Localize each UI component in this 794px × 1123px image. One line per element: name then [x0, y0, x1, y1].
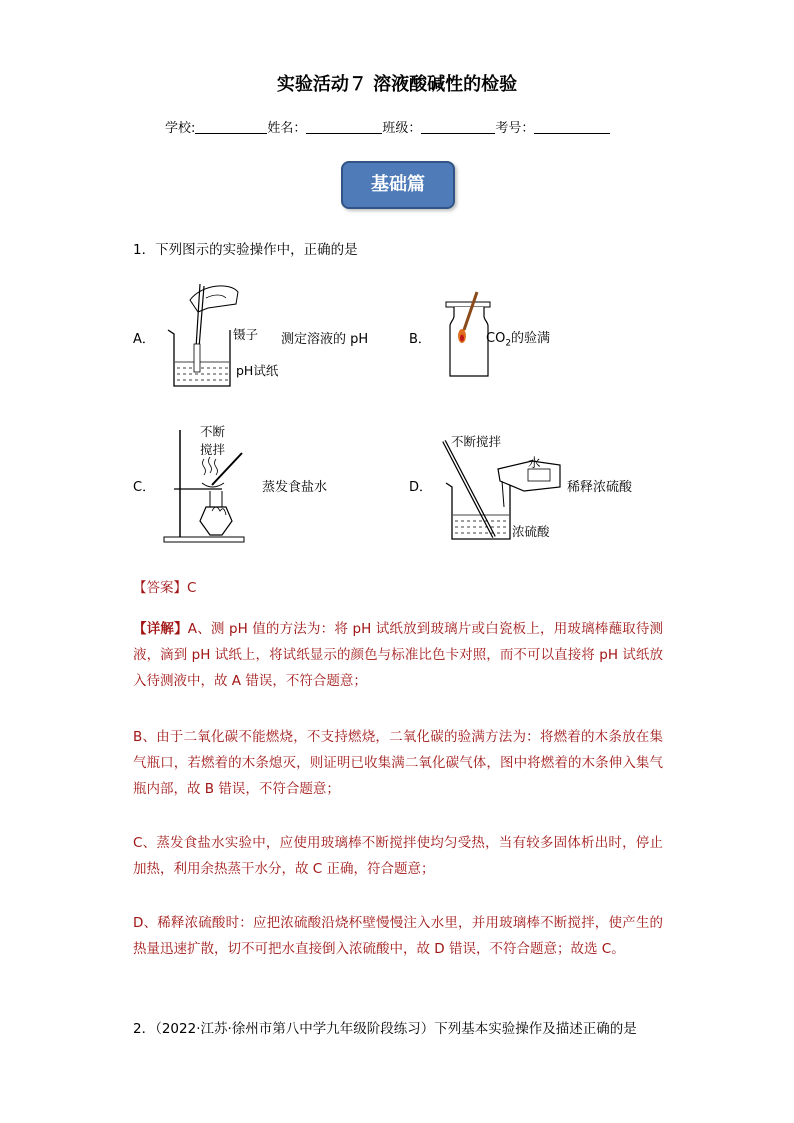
explanation-a: 【详解】A、测 pH 值的方法为：将 pH 试纸放到玻璃片或白瓷板上，用玻璃棒蘸取待测液，滴到 pH 试纸上，将试纸显示的颜色与标准比色卡对照，而不可以直接将 pH 试纸放入待测液中，故 A 错误，不符合题意；	[133, 621, 664, 689]
option-d-letter: D．	[409, 480, 433, 495]
option-c-figure	[162, 425, 252, 545]
ph-paper-label: pH试纸	[236, 363, 279, 378]
explanation-c: C、蒸发食盐水实验中，应使用玻璃棒不断搅拌使均匀受热，当有较多固体析出时，停止加热，利用余热蒸干水分，故 C 正确，符合题意；	[133, 835, 663, 877]
stir-label-c-2: 搅拌	[200, 442, 226, 457]
class-label: 班级：	[382, 121, 422, 136]
option-a-desc: 测定溶液的 pH	[281, 332, 369, 347]
exam-no-blank	[534, 121, 610, 134]
option-c-desc: 蒸发食盐水	[262, 480, 328, 495]
co2-label: $CO_2$的验满	[486, 331, 551, 349]
school-label: 学校:	[165, 121, 196, 136]
answer: 【答案】C	[133, 580, 197, 596]
stir-label-c-1: 不断	[200, 424, 226, 439]
conc-acid-label: 浓硫酸	[512, 524, 550, 539]
option-c-letter: C．	[133, 480, 156, 495]
name-label: 姓名：	[267, 121, 307, 136]
option-b-letter: B．	[409, 332, 431, 347]
student-info-line	[165, 117, 610, 136]
option-a-letter: A．	[133, 332, 155, 347]
stir-label-d: 不断搅拌	[451, 434, 502, 449]
school-blank	[195, 121, 267, 134]
water-label: 水	[528, 455, 541, 470]
option-d-desc: 稀释浓硫酸	[567, 480, 633, 495]
exam-no-label: 考号：	[495, 121, 535, 136]
class-blank	[421, 121, 495, 134]
explanation-d: D、稀释浓硫酸时：应把浓硫酸沿烧杯壁慢慢注入水里，并用玻璃棒不断搅拌，使产生的热量迅速扩散，切不可把水直接倒入浓硫酸中，故 D 错误，不符合题意；故选 C。	[133, 915, 663, 957]
tweezers-label: 镊子	[233, 327, 259, 342]
name-blank	[306, 121, 382, 134]
question-1-stem: 1．下列图示的实验操作中，正确的是	[133, 242, 358, 258]
section-banner: 基础篇	[341, 161, 455, 209]
option-d-figure	[436, 435, 576, 545]
question-2-stem: 2．（2022·江苏·徐州市第八中学九年级阶段练习）下列基本实验操作及描述正确的是	[133, 1021, 637, 1037]
explanation-b: B、由于二氧化碳不能燃烧，不支持燃烧，二氧化碳的验满方法为：将燃着的木条放在集气瓶口，若燃着的木条熄灭，则证明已收集满二氧化碳气体，图中将燃着的木条伸入集气瓶内部，故 B 错误，不符合题意；	[133, 729, 663, 797]
page-title: 实验活动７ 溶液酸碱性的检验	[276, 74, 518, 95]
